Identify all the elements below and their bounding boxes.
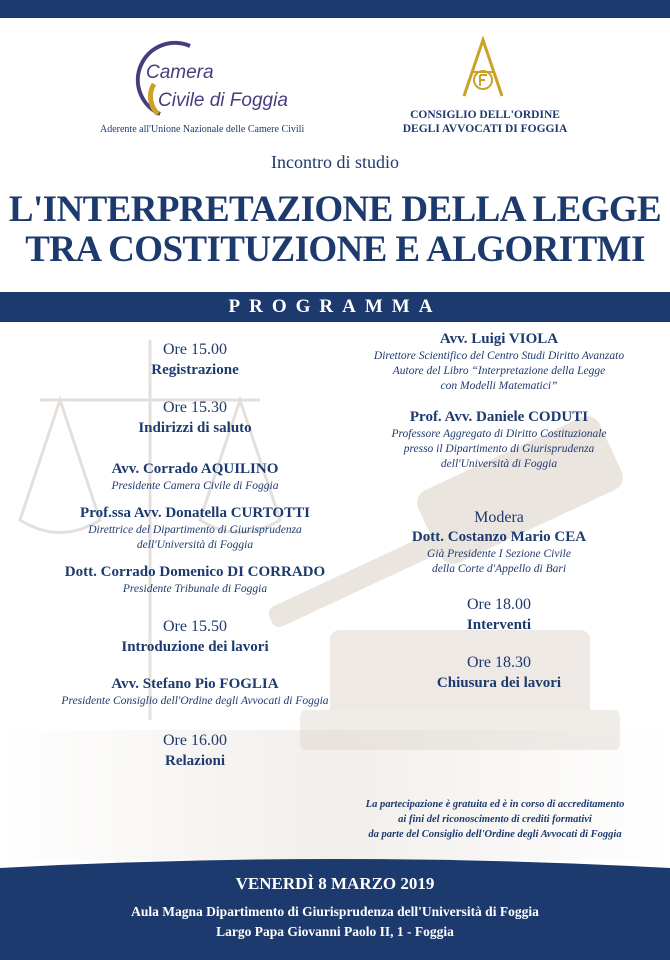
camera-civile-line1: Camera [146, 62, 214, 83]
event-title [0, 190, 670, 270]
event-title-line2: TRA COSTITUZIONE E ALGORITMI [25, 229, 645, 270]
label-interventi: Interventi [466, 617, 532, 633]
time-registrazione: Ore 15.00 [163, 341, 227, 358]
speaker-curtotti-role-2: dell'Università di Foggia [136, 539, 254, 551]
camera-civile-tagline: Aderente all'Unione Nazionale delle Camere Civili [100, 124, 305, 135]
event-date: VENERDÌ 8 MARZO 2019 [235, 874, 435, 893]
speaker-viola-role-2: Autore del Libro “Interpretazione della Legge [392, 365, 606, 377]
moderator-role-1: Già Presidente I Sezione Civile [427, 548, 571, 560]
moderator-name: Dott. Costanzo Mario CEA [411, 529, 587, 545]
consiglio-line2: DEGLI AVVOCATI DI FOGGIA [402, 123, 568, 135]
consiglio-monogram-icon [458, 36, 508, 98]
consiglio-ordine-logo [380, 36, 590, 146]
speaker-curtotti-role-1: Direttrice del Dipartimento di Giurisprudenza [88, 524, 302, 536]
event-kind: Incontro di studio [271, 152, 399, 172]
speaker-viola-role-1: Direttore Scientifico del Centro Studi Diritto Avanzato [373, 350, 625, 362]
camera-civile-logo [100, 32, 320, 142]
time-saluti: Ore 15.30 [163, 399, 227, 416]
speaker-foglia-name: Avv. Stefano Pio FOGLIA [111, 676, 279, 692]
top-bar [0, 0, 670, 18]
speaker-coduti-role-3: dell'Università di Foggia [440, 458, 558, 470]
speaker-aquilino-role: Presidente Camera Civile di Foggia [111, 480, 279, 492]
note-line2: ai fini del riconoscimento di crediti formativi [398, 814, 592, 825]
speaker-foglia-role: Presidente Consiglio dell'Ordine degli Avvocati di Foggia [61, 695, 329, 707]
speaker-aquilino-name: Avv. Corrado AQUILINO [111, 461, 279, 477]
modera-label: Modera [474, 509, 524, 526]
accreditation-note [340, 797, 650, 842]
label-chiusura: Chiusura dei lavori [436, 675, 562, 691]
footer-band [0, 858, 670, 960]
label-saluti: Indirizzi di saluto [138, 420, 252, 436]
program-left-column [40, 340, 350, 771]
label-introduzione: Introduzione dei lavori [121, 639, 269, 655]
time-introduzione: Ore 15.50 [163, 618, 227, 635]
time-interventi: Ore 18.00 [467, 596, 531, 613]
speaker-coduti-role-1: Professore Aggregato di Diritto Costituzionale [391, 428, 607, 440]
speaker-viola-name: Avv. Luigi VIOLA [439, 331, 559, 347]
moderator-role-2: della Corte d'Appello di Bari [431, 563, 567, 575]
event-title-line1: L'INTERPRETAZIONE DELLA LEGGE [8, 189, 662, 230]
time-chiusura: Ore 18.30 [467, 654, 531, 671]
speaker-coduti-name: Prof. Avv. Daniele CODUTI [409, 409, 589, 425]
speaker-viola-role-3: con Modelli Matematici” [440, 380, 558, 392]
note-line1: La partecipazione è gratuita ed è in corso di accreditamento [365, 799, 625, 810]
time-relazioni: Ore 16.00 [163, 732, 227, 749]
consiglio-line1: CONSIGLIO DELL'ORDINE [410, 109, 560, 121]
program-right-column [348, 330, 650, 693]
speaker-di-corrado-role: Presidente Tribunale di Foggia [122, 583, 268, 595]
speaker-curtotti-name: Prof.ssa Avv. Donatella CURTOTTI [80, 505, 310, 521]
camera-civile-line2: Civile di Foggia [158, 90, 288, 111]
label-relazioni: Relazioni [165, 753, 225, 769]
event-venue: Aula Magna Dipartimento di Giurisprudenza dell'Università di Foggia [131, 904, 539, 919]
speaker-di-corrado-name: Dott. Corrado Domenico DI CORRADO [64, 564, 326, 580]
note-line3: da parte del Consiglio dell'Ordine degli Avvocati di Foggia [368, 829, 622, 840]
programma-label: PROGRAMMA [228, 296, 442, 317]
speaker-coduti-role-2: presso il Dipartimento di Giurisprudenza [403, 443, 595, 455]
event-address: Largo Papa Giovanni Paolo II, 1 - Foggia [216, 924, 454, 939]
label-registrazione: Registrazione [151, 362, 239, 378]
consiglio-name [380, 108, 590, 136]
